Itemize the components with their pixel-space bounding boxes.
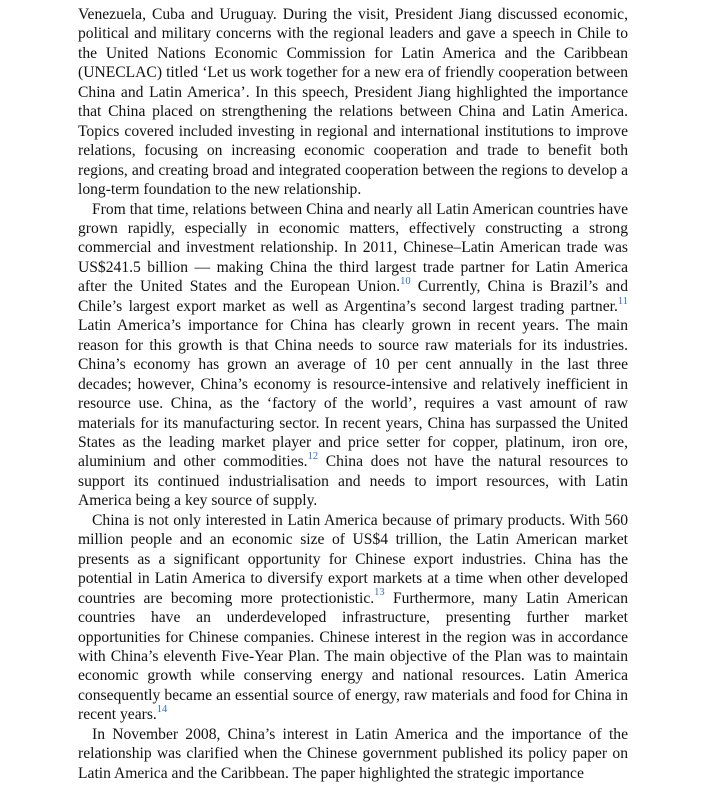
paragraph-text: Furthermore, many Latin American countries have an underdeveloped infrastructure, presenting further market opportunities for Chinese companies. Chinese interest in the region was in accordance with China’s eleventh Five-Year Plan. The main objective of the Plan was to maintain economic growth while conserving energy and national resources. Latin America consequently became an essential source of energy, raw materials and food for China in recent years.: [78, 589, 628, 724]
paragraph-3: [78, 511, 628, 725]
footnote-ref-10[interactable]: 10: [400, 276, 411, 288]
paragraph-text: China does not have the natural resources to support its continued industrialisation and needs to import resources, with Latin America being a key source of supply.: [78, 453, 628, 510]
paragraph-text: Latin America’s importance for China has clearly grown in recent years. The main reason for this growth is that China needs to source raw materials for its industries. China’s economy has grown an average of 10 per cent annually in the last three decades; however, China’s economy is resource-intensive and relatively inefficient in resource use. China, as the ‘factory of the world’, requires a vast amount of raw materials for its manufacturing sector. In recent years, China has surpassed the United States as the leading market player and price setter for copper, platinum, iron ore, aluminium and other commodities.: [78, 317, 628, 471]
paragraph-text: Currently, China is Brazil’s and Chile’s largest export market as well as Argentina’s second largest trading partner.: [78, 278, 628, 315]
footnote-ref-12[interactable]: 12: [307, 451, 319, 463]
paragraph-1: [78, 5, 628, 200]
paragraph-2: [78, 200, 628, 511]
footnote-ref-13[interactable]: 13: [374, 587, 385, 599]
paragraph-text: Venezuela, Cuba and Uruguay. During the visit, President Jiang discussed economic, political and military concerns with the regional leaders and gave a speech in Chile to the United Nations Economic Commission for Latin America and the Caribbean (UNECLAC) titled ‘Let us work together for a new era of friendly cooperation between China and Latin America’. In this speech, President Jiang highlighted the importance that China placed on strengthening the relations between China and Latin America. Topics covered included investing in regional and international institutions to improve relations, focusing on increasing economic cooperation and trade to benefit both regions, and creating broad and integrated cooperation between the regions to develop a long-term foundation to the new relationship.: [78, 6, 628, 199]
document-body: [78, 5, 628, 783]
paragraph-text: In November 2008, China’s interest in Latin America and the importance of the relationship was clarified when the Chinese government published its policy paper on Latin America and the Caribbean. The paper highlighted the strategic importance: [78, 725, 628, 782]
paragraph-text: From that time, relations between China and nearly all Latin American countries have grown rapidly, especially in economic matters, effectively constructing a strong commercial and investment relationship. In 2011, Chinese–Latin American trade was US$241.5 billion — making China the third largest trade partner for Latin America after the United States and the European Union.: [78, 200, 628, 296]
footnote-ref-11[interactable]: 11: [617, 295, 628, 307]
paragraph-4: [78, 725, 628, 783]
footnote-ref-14[interactable]: 14: [156, 704, 168, 716]
paragraph-text: China is not only interested in Latin America because of primary products. With 560 million people and an economic size of US$4 trillion, the Latin American market presents as a significant opportunity for Chinese export industries. China has the potential in Latin America to diversify export markets at a time when other developed countries are becoming more protectionistic.: [78, 511, 628, 607]
